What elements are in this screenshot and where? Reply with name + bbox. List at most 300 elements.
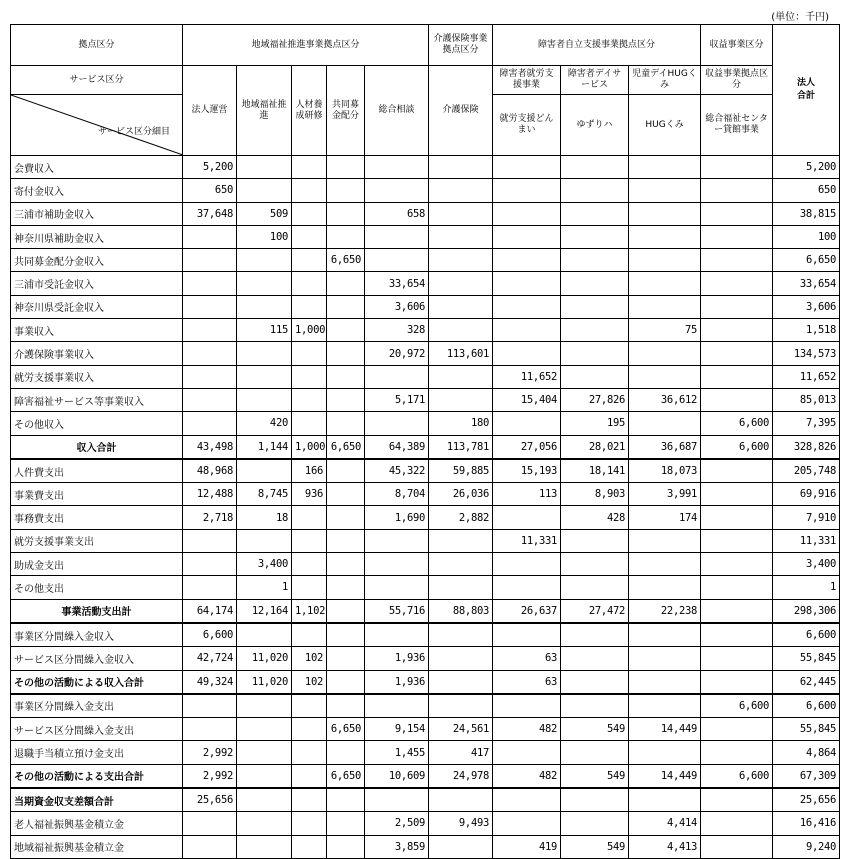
row-total-cell: 67,309 (773, 764, 840, 788)
table-cell: 6,600 (701, 694, 773, 718)
service-shuro: 障害者就労支援事業 (493, 66, 561, 95)
table-cell: 4,414 (629, 812, 701, 835)
table-cell (701, 788, 773, 812)
table-cell: 549 (561, 764, 629, 788)
table-cell (561, 576, 629, 599)
table-cell: 3,859 (365, 835, 429, 858)
col-header-6: 就労支援どんまい (493, 95, 561, 156)
table-cell (493, 295, 561, 318)
row-label: 事業活動支出計 (11, 599, 183, 623)
table-cell (183, 694, 237, 718)
table-cell (183, 529, 237, 552)
row-total-cell: 1 (773, 576, 840, 599)
table-cell: 180 (429, 412, 493, 435)
table-cell: 11,652 (493, 365, 561, 388)
table-cell (237, 272, 292, 295)
table-cell (701, 576, 773, 599)
table-cell (493, 202, 561, 225)
table-cell (493, 412, 561, 435)
table-cell (292, 272, 327, 295)
table-cell: 936 (292, 483, 327, 506)
row-total-cell: 1,518 (773, 319, 840, 342)
table-cell: 42,724 (183, 647, 237, 670)
table-cell: 1,936 (365, 647, 429, 670)
table-cell (292, 718, 327, 741)
table-cell (561, 365, 629, 388)
table-cell (183, 388, 237, 411)
table-cell: 27,826 (561, 388, 629, 411)
table-cell: 419 (493, 835, 561, 858)
table-cell (183, 576, 237, 599)
table-cell: 6,650 (327, 249, 365, 272)
table-cell (327, 388, 365, 411)
table-cell: 11,020 (237, 670, 292, 694)
table-cell: 2,992 (183, 741, 237, 764)
table-cell (561, 647, 629, 670)
table-cell: 63 (493, 670, 561, 694)
table-cell: 113,601 (429, 342, 493, 365)
table-cell: 2,992 (183, 764, 237, 788)
table-cell (292, 553, 327, 576)
table-cell: 63 (493, 647, 561, 670)
table-cell (429, 388, 493, 411)
table-cell: 33,654 (365, 272, 429, 295)
row-label: 事業費支出 (11, 483, 183, 506)
table-cell (237, 741, 292, 764)
table-cell: 14,449 (629, 764, 701, 788)
row-total-cell: 33,654 (773, 272, 840, 295)
row-label: 寄付金収入 (11, 179, 183, 202)
row-total-cell: 7,910 (773, 506, 840, 529)
table-cell: 24,978 (429, 764, 493, 788)
table-cell (629, 295, 701, 318)
header-cat-shogai: 障害者自立支援事業拠点区分 (493, 25, 701, 66)
header-cat-chiiki: 地域福祉推進事業拠点区分 (183, 25, 429, 66)
row-label: 就労支援事業収入 (11, 365, 183, 388)
table-cell (183, 812, 237, 835)
table-cell: 1,000 (292, 319, 327, 342)
table-cell (183, 412, 237, 435)
table-cell (701, 459, 773, 483)
table-cell (327, 647, 365, 670)
table-cell: 6,600 (701, 412, 773, 435)
col-header-3: 共同募金配分 (327, 66, 365, 156)
table-cell: 6,650 (327, 435, 365, 459)
table-cell (292, 225, 327, 248)
table-cell (292, 179, 327, 202)
table-cell: 20,972 (365, 342, 429, 365)
row-label: サービス区分間繰入金支出 (11, 718, 183, 741)
row-total-cell: 3,400 (773, 553, 840, 576)
table-cell (237, 529, 292, 552)
table-cell (701, 506, 773, 529)
table-cell (327, 272, 365, 295)
table-row (11, 202, 840, 225)
table-cell (327, 835, 365, 858)
table-cell: 6,650 (327, 718, 365, 741)
table-cell (629, 529, 701, 552)
row-total-cell: 650 (773, 179, 840, 202)
table-cell (629, 670, 701, 694)
row-label: 事業収入 (11, 319, 183, 342)
table-cell (429, 670, 493, 694)
row-total-cell: 16,416 (773, 812, 840, 835)
table-cell (629, 647, 701, 670)
table-cell: 11,020 (237, 647, 292, 670)
table-cell (327, 694, 365, 718)
table-cell (561, 623, 629, 647)
table-cell: 5,171 (365, 388, 429, 411)
table-cell (561, 670, 629, 694)
table-cell: 75 (629, 319, 701, 342)
table-cell (629, 179, 701, 202)
table-cell (493, 179, 561, 202)
table-cell: 27,472 (561, 599, 629, 623)
table-cell: 18 (237, 506, 292, 529)
table-cell (365, 694, 429, 718)
table-cell: 428 (561, 506, 629, 529)
header-detail: サービス区分細目 (97, 127, 170, 137)
table-cell (493, 506, 561, 529)
table-cell: 8,745 (237, 483, 292, 506)
table-cell (183, 225, 237, 248)
table-cell (429, 249, 493, 272)
table-cell: 36,612 (629, 388, 701, 411)
table-cell (365, 529, 429, 552)
table-cell: 328 (365, 319, 429, 342)
row-total-cell: 4,864 (773, 741, 840, 764)
row-label: 神奈川県受託金収入 (11, 295, 183, 318)
table-cell (327, 623, 365, 647)
table-cell: 64,389 (365, 435, 429, 459)
table-cell (629, 694, 701, 718)
table-cell: 24,561 (429, 718, 493, 741)
table-cell (237, 623, 292, 647)
table-row (11, 225, 840, 248)
row-total-cell: 205,748 (773, 459, 840, 483)
row-label: 就労支援事業支出 (11, 529, 183, 552)
table-cell: 166 (292, 459, 327, 483)
table-cell (183, 342, 237, 365)
table-cell (292, 788, 327, 812)
col-header-4: 総合相談 (365, 66, 429, 156)
table-cell: 113,781 (429, 435, 493, 459)
table-cell (429, 272, 493, 295)
table-cell (561, 788, 629, 812)
table-cell (292, 365, 327, 388)
table-row (11, 179, 840, 202)
table-cell (365, 179, 429, 202)
table-cell (701, 718, 773, 741)
table-cell (629, 342, 701, 365)
table-cell: 420 (237, 412, 292, 435)
table-cell: 113 (493, 483, 561, 506)
table-row (11, 459, 840, 483)
table-cell (701, 272, 773, 295)
table-cell (237, 156, 292, 179)
table-cell (327, 788, 365, 812)
table-cell (327, 529, 365, 552)
table-cell (292, 295, 327, 318)
table-cell (327, 483, 365, 506)
table-cell (183, 272, 237, 295)
table-cell: 27,056 (493, 435, 561, 459)
table-cell (327, 506, 365, 529)
table-cell (701, 365, 773, 388)
header-cat-shueki: 収益事業区分 (701, 25, 773, 66)
table-cell (292, 388, 327, 411)
table-cell: 3,400 (237, 553, 292, 576)
table-cell (292, 835, 327, 858)
table-cell (237, 388, 292, 411)
table-cell: 8,903 (561, 483, 629, 506)
table-cell: 12,164 (237, 599, 292, 623)
table-cell: 102 (292, 670, 327, 694)
table-cell (327, 179, 365, 202)
table-cell (292, 202, 327, 225)
table-cell (561, 249, 629, 272)
table-cell (183, 365, 237, 388)
table-cell: 174 (629, 506, 701, 529)
table-cell (561, 225, 629, 248)
table-cell: 49,324 (183, 670, 237, 694)
row-total-cell: 6,600 (773, 623, 840, 647)
table-cell: 36,687 (629, 435, 701, 459)
table-cell: 102 (292, 647, 327, 670)
table-cell: 482 (493, 718, 561, 741)
table-cell: 14,449 (629, 718, 701, 741)
table-cell (629, 741, 701, 764)
table-cell (429, 553, 493, 576)
table-cell (327, 670, 365, 694)
row-label: その他収入 (11, 412, 183, 435)
row-label: 地域福祉振興基金積立金 (11, 835, 183, 858)
table-cell (237, 694, 292, 718)
table-cell (237, 812, 292, 835)
table-row (11, 249, 840, 272)
table-cell: 5,200 (183, 156, 237, 179)
table-cell (429, 319, 493, 342)
row-label: 人件費支出 (11, 459, 183, 483)
table-cell: 1,102 (292, 599, 327, 623)
table-cell (629, 365, 701, 388)
table-cell: 59,885 (429, 459, 493, 483)
row-label: 事業区分間繰入金収入 (11, 623, 183, 647)
table-cell (429, 694, 493, 718)
table-cell (292, 156, 327, 179)
table-cell (327, 576, 365, 599)
table-row (11, 623, 840, 647)
header-service: サービス区分 (11, 66, 183, 95)
table-cell (183, 835, 237, 858)
table-cell: 115 (237, 319, 292, 342)
table-cell (701, 529, 773, 552)
row-label: 老人福祉振興基金積立金 (11, 812, 183, 835)
table-cell: 26,637 (493, 599, 561, 623)
row-label: 事業区分間繰入金支出 (11, 694, 183, 718)
service-shueki: 収益事業拠点区分 (701, 66, 773, 95)
header-kyoten: 拠点区分 (11, 25, 183, 66)
table-row (11, 272, 840, 295)
table-cell: 417 (429, 741, 493, 764)
table-cell (237, 718, 292, 741)
table-cell (429, 647, 493, 670)
table-cell (493, 694, 561, 718)
table-cell: 28,021 (561, 435, 629, 459)
table-cell (629, 623, 701, 647)
table-cell (493, 623, 561, 647)
row-label: 共同募金配分金収入 (11, 249, 183, 272)
table-cell (701, 483, 773, 506)
table-cell (629, 156, 701, 179)
table-cell (183, 553, 237, 576)
table-cell (327, 319, 365, 342)
table-cell: 1,144 (237, 435, 292, 459)
table-cell (701, 599, 773, 623)
row-total-cell: 11,331 (773, 529, 840, 552)
table-cell (237, 788, 292, 812)
table-cell (327, 225, 365, 248)
table-cell (292, 741, 327, 764)
table-cell: 482 (493, 764, 561, 788)
table-cell (429, 788, 493, 812)
table-cell: 12,488 (183, 483, 237, 506)
table-cell (493, 342, 561, 365)
table-cell (365, 553, 429, 576)
table-cell: 6,600 (701, 435, 773, 459)
table-cell (493, 156, 561, 179)
row-label: 事務費支出 (11, 506, 183, 529)
table-cell (327, 812, 365, 835)
table-cell: 2,718 (183, 506, 237, 529)
table-cell (629, 272, 701, 295)
table-cell (561, 741, 629, 764)
service-jido: 児童デイHUGくみ (629, 66, 701, 95)
row-total-cell: 11,652 (773, 365, 840, 388)
table-cell (493, 553, 561, 576)
row-total-cell: 38,815 (773, 202, 840, 225)
header-corner (11, 95, 183, 156)
table-row (11, 435, 840, 459)
table-row (11, 812, 840, 835)
service-day: 障害者デイサービス (561, 66, 629, 95)
table-cell (701, 156, 773, 179)
table-cell (493, 249, 561, 272)
table-cell: 55,716 (365, 599, 429, 623)
table-cell: 3,991 (629, 483, 701, 506)
col-header-9: 総合福祉センター貸館事業 (701, 95, 773, 156)
table-cell (327, 202, 365, 225)
table-cell (327, 741, 365, 764)
table-row (11, 553, 840, 576)
table-cell (292, 529, 327, 552)
table-row (11, 483, 840, 506)
table-cell (365, 249, 429, 272)
table-cell (561, 295, 629, 318)
table-cell (561, 553, 629, 576)
table-row (11, 670, 840, 694)
table-cell (365, 156, 429, 179)
table-cell (365, 365, 429, 388)
table-cell: 1,690 (365, 506, 429, 529)
row-total-cell: 6,600 (773, 694, 840, 718)
col-header-5: 介護保険 (429, 66, 493, 156)
table-cell: 2,882 (429, 506, 493, 529)
table-cell (561, 529, 629, 552)
table-cell (292, 412, 327, 435)
row-label: 当期資金収支差額合計 (11, 788, 183, 812)
table-cell (327, 412, 365, 435)
table-cell (365, 576, 429, 599)
table-cell: 650 (183, 179, 237, 202)
table-row (11, 647, 840, 670)
table-row (11, 388, 840, 411)
table-cell (493, 319, 561, 342)
table-cell (493, 225, 561, 248)
table-cell (429, 156, 493, 179)
table-cell (701, 812, 773, 835)
table-cell (701, 179, 773, 202)
table-cell (561, 272, 629, 295)
table-cell: 11,331 (493, 529, 561, 552)
table-cell (327, 599, 365, 623)
table-cell (701, 202, 773, 225)
table-cell: 6,600 (183, 623, 237, 647)
table-row (11, 319, 840, 342)
table-cell: 3,606 (365, 295, 429, 318)
table-cell (561, 342, 629, 365)
table-cell (429, 202, 493, 225)
row-label: 三浦市補助金収入 (11, 202, 183, 225)
table-cell (292, 623, 327, 647)
table-cell (429, 529, 493, 552)
row-total-cell: 298,306 (773, 599, 840, 623)
table-row (11, 342, 840, 365)
row-total-cell: 69,916 (773, 483, 840, 506)
row-total-cell: 7,395 (773, 412, 840, 435)
row-total-cell: 9,240 (773, 835, 840, 858)
table-cell (701, 319, 773, 342)
row-total-cell: 100 (773, 225, 840, 248)
table-cell (237, 179, 292, 202)
table-row (11, 694, 840, 718)
table-cell (365, 412, 429, 435)
table-cell (183, 319, 237, 342)
row-total-cell: 5,200 (773, 156, 840, 179)
table-cell (237, 459, 292, 483)
table-cell (629, 412, 701, 435)
table-cell (493, 812, 561, 835)
table-cell (292, 812, 327, 835)
table-cell (237, 295, 292, 318)
table-cell: 9,493 (429, 812, 493, 835)
table-cell (701, 670, 773, 694)
unit-label: (単位：千円) (771, 12, 829, 23)
row-label: サービス区分間繰入金収入 (11, 647, 183, 670)
row-label: 障害福祉サービス等事業収入 (11, 388, 183, 411)
table-cell (701, 741, 773, 764)
table-cell (237, 365, 292, 388)
row-label: 助成金支出 (11, 553, 183, 576)
table-cell (561, 202, 629, 225)
table-cell (629, 576, 701, 599)
table-cell: 100 (237, 225, 292, 248)
table-cell (493, 272, 561, 295)
row-label: その他の活動による支出合計 (11, 764, 183, 788)
table-cell (183, 249, 237, 272)
table-row (11, 365, 840, 388)
table-cell (292, 506, 327, 529)
